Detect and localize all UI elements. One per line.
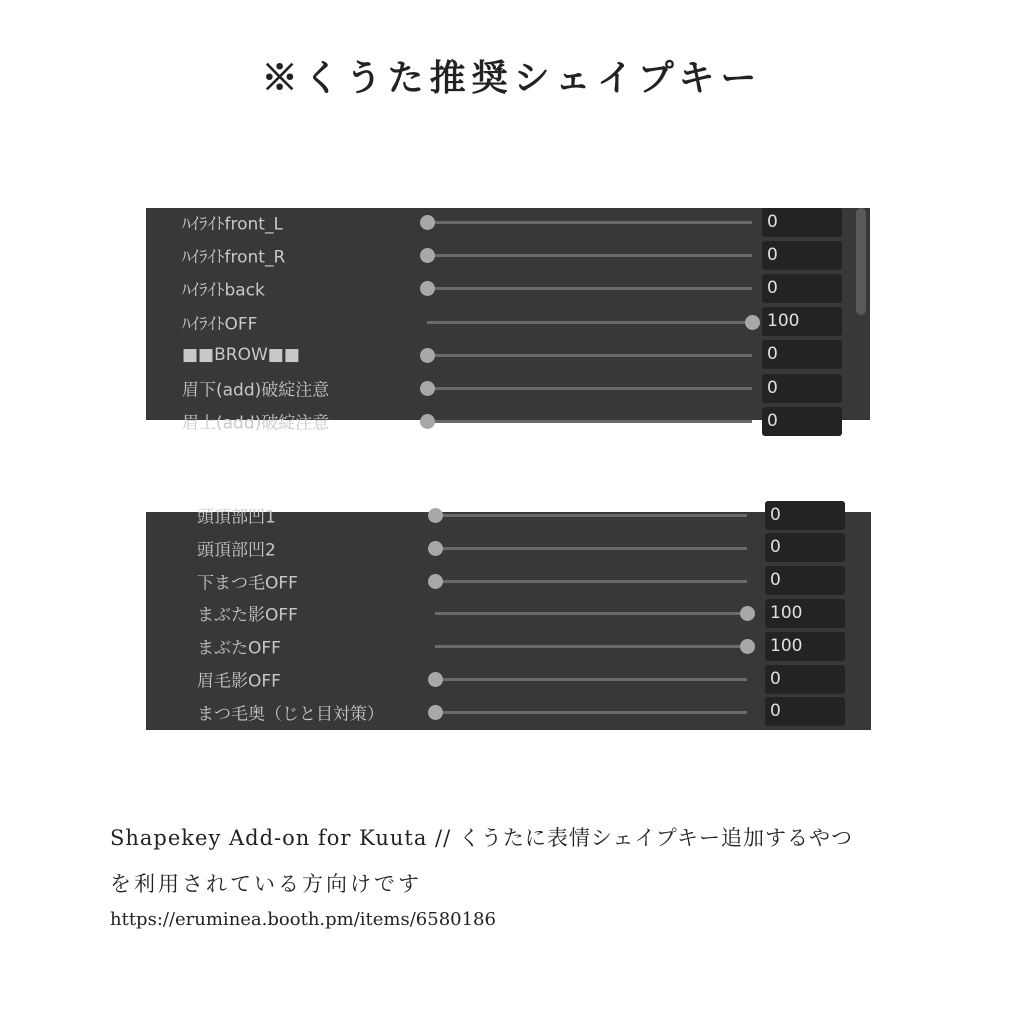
slider-handle[interactable] <box>420 348 435 363</box>
shapekey-label: 下まつ毛OFF <box>197 573 298 594</box>
shapekey-row <box>146 663 871 696</box>
value-field[interactable]: 0 <box>765 665 845 694</box>
url-link[interactable]: https://eruminea.booth.pm/items/6580186 <box>110 909 496 930</box>
shapekey-row <box>146 405 870 438</box>
slider-handle[interactable] <box>420 281 435 296</box>
shapekey-label: 眉毛影OFF <box>197 671 281 692</box>
shapekey-label: ﾊｲﾗｲﾄOFF <box>182 314 258 335</box>
slider-handle[interactable] <box>740 606 755 621</box>
value-field[interactable]: 100 <box>765 632 845 661</box>
shapekey-label: ﾊｲﾗｲﾄfront_R <box>182 247 286 268</box>
slider-handle[interactable] <box>428 705 443 720</box>
value-field[interactable]: 0 <box>762 407 842 436</box>
shapekey-row <box>146 338 870 371</box>
slider-track[interactable] <box>435 711 747 714</box>
shapekey-label: まつ毛奥（じと目対策） <box>197 704 384 725</box>
shapekey-row <box>146 564 871 597</box>
shapekey-label: ■■BROW■■ <box>182 344 300 365</box>
shapekey-label: まぶた影OFF <box>197 605 298 626</box>
slider-track[interactable] <box>435 547 747 550</box>
slider-track[interactable] <box>427 354 752 357</box>
value-field[interactable]: 100 <box>765 599 845 628</box>
value-field[interactable]: 0 <box>762 274 842 303</box>
slider-handle[interactable] <box>420 414 435 429</box>
shapekey-row <box>146 630 871 663</box>
shapekey-label: 眉下(add)破綻注意 <box>182 380 330 401</box>
value-field[interactable]: 0 <box>762 340 842 369</box>
shapekey-row <box>146 695 871 728</box>
value-field[interactable]: 0 <box>765 697 845 726</box>
value-field[interactable]: 0 <box>765 533 845 562</box>
shapekey-panel-bottom <box>146 504 871 730</box>
shapekey-row <box>146 499 871 532</box>
slider-handle[interactable] <box>740 639 755 654</box>
shapekey-row <box>146 531 871 564</box>
slider-handle[interactable] <box>420 381 435 396</box>
shapekey-row <box>146 206 870 239</box>
slider-track[interactable] <box>427 321 752 324</box>
shapekey-panel-top <box>146 208 870 434</box>
slider-track[interactable] <box>427 387 752 390</box>
value-field[interactable]: 0 <box>765 566 845 595</box>
shapekey-row <box>146 597 871 630</box>
description-line-1: Shapekey Add-on for Kuuta // くうたに表情シェイプキー追加するやつ <box>110 826 853 850</box>
shapekey-label: ﾊｲﾗｲﾄfront_L <box>182 214 283 235</box>
description-line-2: を利用されている方向けです <box>110 872 422 896</box>
shapekey-label: まぶたOFF <box>197 638 281 659</box>
slider-track[interactable] <box>427 287 752 290</box>
slider-handle[interactable] <box>428 541 443 556</box>
value-field[interactable]: 0 <box>762 208 842 237</box>
page-title: ※くうた推奨シェイプキー <box>261 57 763 99</box>
slider-track[interactable] <box>435 514 747 517</box>
slider-handle[interactable] <box>420 215 435 230</box>
slider-track[interactable] <box>435 678 747 681</box>
shapekey-label: 頭頂部凹2 <box>197 540 276 561</box>
value-field[interactable]: 100 <box>762 307 842 336</box>
slider-track[interactable] <box>435 612 747 615</box>
slider-track[interactable] <box>427 420 752 423</box>
value-field[interactable]: 0 <box>762 241 842 270</box>
shapekey-row <box>146 272 870 305</box>
shapekey-label: 頭頂部凹1 <box>197 507 276 528</box>
shapekey-row <box>146 372 870 405</box>
slider-handle[interactable] <box>428 574 443 589</box>
slider-handle[interactable] <box>428 672 443 687</box>
shapekey-row <box>146 239 870 272</box>
shapekey-label: 眉上(add)破綻注意 <box>182 413 330 434</box>
slider-handle[interactable] <box>745 315 760 330</box>
slider-track[interactable] <box>427 254 752 257</box>
value-field[interactable]: 0 <box>765 501 845 530</box>
slider-track[interactable] <box>435 645 747 648</box>
slider-track[interactable] <box>427 221 752 224</box>
slider-handle[interactable] <box>428 508 443 523</box>
slider-track[interactable] <box>435 580 747 583</box>
value-field[interactable]: 0 <box>762 374 842 403</box>
shapekey-label: ﾊｲﾗｲﾄback <box>182 280 265 301</box>
shapekey-row <box>146 305 870 338</box>
slider-handle[interactable] <box>420 248 435 263</box>
